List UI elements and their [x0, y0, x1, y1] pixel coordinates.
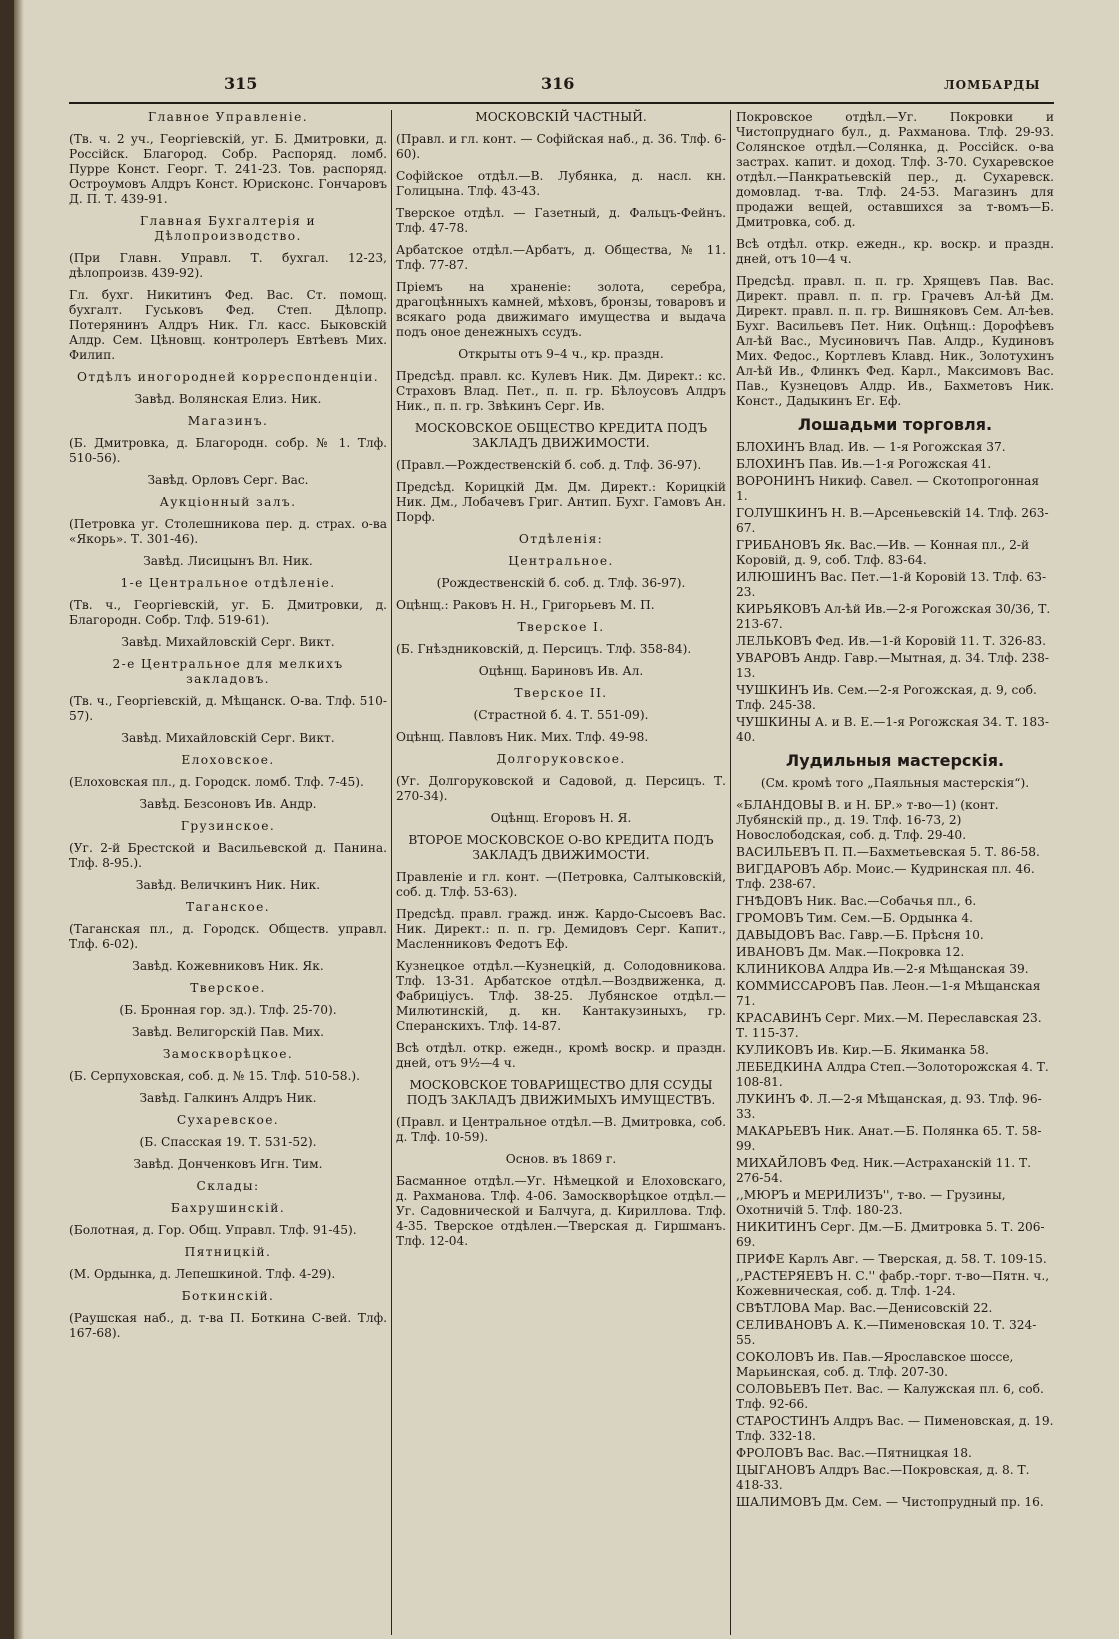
left-column-block: Пятницкій.: [184, 1245, 272, 1259]
middle-column-block: Софійское отдѣл.—В. Лубянка, д. насл. кн. Голицына. Тлф. 43-43.: [396, 169, 726, 198]
column-right-intro: [736, 110, 1054, 409]
middle-column-block: Всѣ отдѣл. откр. ежедн., кромѣ воскр. и праздн. дней, отъ 9½—4 ч.: [396, 1041, 726, 1070]
column-middle: [396, 110, 726, 1256]
tinning-workshops-list: [736, 798, 1054, 1510]
left-column-block: Таганское.: [185, 900, 271, 914]
directory-entry: КЛИНИКОВА Алдра Ив.—2-я Мѣщанская 39.: [736, 962, 1029, 976]
directory-entry: ,,МЮРЪ и МЕРИЛИЗЪ'', т-во. — Грузины, Охотничій 5. Тлф. 180-23.: [736, 1188, 1006, 1217]
middle-column-block: (Правл. и гл. конт. — Софійская наб., д. 36. Тлф. 6-60).: [396, 132, 726, 161]
middle-column-block: МОСКОВСКІЙ ЧАСТНЫЙ.: [475, 110, 647, 124]
column-left: [69, 110, 387, 1348]
left-column-block: (При Главн. Управл. Т. бухгал. 12-23, дѣлопроизв. 439-92).: [69, 251, 387, 280]
cross-reference-note: (См. кромѣ того „Паяльныя мастерскія“).: [760, 776, 1030, 790]
page-number-left: 315: [224, 74, 258, 93]
middle-column-block: (Правл.—Рождественскій б. соб. д. Тлф. 36-97).: [396, 458, 702, 472]
left-column-block: Завѣд. Орловъ Серг. Вас.: [147, 473, 309, 487]
left-column-block: (Б. Спасская 19. Т. 531-52).: [139, 1135, 317, 1149]
middle-column-block: Правленіе и гл. конт. —(Петровка, Салтыковскій, соб. д. Тлф. 53-63).: [396, 870, 726, 899]
directory-entry: ЧУШКИНЫ А. и В. Е.—1-я Рогожская 34. Т. 183-40.: [736, 715, 1050, 744]
directory-entry: МАКАРЬЕВЪ Ник. Анат.—Б. Полянка 65. Т. 58-99.: [736, 1124, 1042, 1153]
directory-entry: ЧУШКИНЪ Ив. Сем.—2-я Рогожская, д. 9, соб. Тлф. 245-38.: [736, 683, 1037, 712]
directory-entry: ЛУКИНЪ Ф. Л.—2-я Мѣщанская, д. 93. Тлф. 96-33.: [736, 1092, 1042, 1121]
middle-column-block: Отдѣленія:: [518, 532, 604, 546]
left-column-block: (М. Ордынка, д. Лепешкиной. Тлф. 4-29).: [69, 1267, 336, 1281]
middle-column-block: Кузнецкое отдѣл.—Кузнецкій, д. Солодовникова. Тлф. 13-31. Арбатское отдѣл.—Воздвиженка, д. Фабриціусъ. Тлф. 38-25. Лубянское отдѣл.—Милютинскій, д. кн. Кантакузиныхъ, гр. Сперанскихъ. Тлф. 14-87.: [396, 959, 726, 1033]
directory-entry: ГРОМОВЪ Тим. Сем.—Б. Ордынка 4.: [736, 911, 974, 925]
directory-entry: УВАРОВЪ Андр. Гавр.—Мытная, д. 34. Тлф. 238-13.: [736, 651, 1049, 680]
middle-column-block: Тверское II.: [514, 686, 608, 700]
left-column-block: Завѣд. Галкинъ Алдръ Ник.: [139, 1091, 317, 1105]
directory-entry: КИРЬЯКОВЪ Ал-ѣй Ив.—2-я Рогожская 30/36, Т. 213-67.: [736, 602, 1051, 631]
section-heading-tinning-workshops: Лудильныя мастерскія.: [785, 751, 1005, 770]
left-column-block: Гл. бухг. Никитинъ Фед. Вас. Ст. помощ. бухгалт. Гуськовъ Фед. Степ. Дѣлопр. Потерянинъ Алдръ Ник. Гл. касс. Быковскій Алдр. Сем. Цѣновщ. контролеръ Евтѣевъ Мих. Филип.: [69, 288, 387, 362]
left-column-block: Завѣд. Велигорскій Пав. Мих.: [131, 1025, 325, 1039]
left-column-block: Бахрушинскій.: [170, 1201, 286, 1215]
left-column-block: Завѣд. Михайловскій Серг. Викт.: [121, 635, 335, 649]
left-column-block: (Тв. ч., Георгіевскій, уг. Б. Дмитровки, д. Благородн. Собр. Тлф. 519-61).: [69, 598, 387, 627]
directory-entry: ШАЛИМОВЪ Дм. Сем. — Чистопрудный пр. 16.: [736, 1495, 1044, 1509]
middle-column-block: (Страстной б. 4. Т. 551-09).: [473, 708, 649, 722]
left-column-block: (Б. Бронная гор. зд.). Тлф. 25-70).: [119, 1003, 337, 1017]
middle-column-block: Тверское I.: [517, 620, 605, 634]
right-column-block: Предсѣд. правл. п. п. гр. Хрящевъ Пав. Вас. Директ. правл. п. п. гр. Грачевъ Ал-ѣй Дм. Директ. правл. п. п. гр. Вишняковъ Сем. Ал-ѣев. Бухг. Васильевъ Пет. Ник. Оцѣнщ.: Дорофѣевъ Ал-ѣй Вас., Мусиновичъ Пав. Алдр., Кудиновъ Мих. Федос., Кортлевъ Клавд. Ник., Золотухинъ Ал-ѣй Ив., Флинкъ Фед. Карл., Максимовъ Вас. Пав., Кузнецовъ Алдр. Ив., Бахметовъ Ник. Конст., Дадыкинъ Ег. Еф.: [736, 274, 1054, 408]
directory-entry: ЛЕЛЬКОВЪ Фед. Ив.—1-й Коровій 11. Т. 326-83.: [736, 634, 1046, 648]
directory-entry: СВѢТЛОВА Мар. Вас.—Денисовскій 22.: [736, 1301, 993, 1315]
left-column-block: Замоскворѣцкое.: [162, 1047, 294, 1061]
middle-column-block: Пріемъ на храненіе: золота, серебра, драгоцѣнныхъ камней, мѣховъ, бронзы, товаровъ и всякаго рода движимаго имущества и выдача подъ оное денежныхъ ссудъ.: [396, 280, 726, 339]
page-number-center: 316: [541, 74, 575, 93]
directory-entry: «БЛАНДОВЫ В. и Н. БР.» т-во—1) (конт. Лубянскій пр., д. 19. Тлф. 16-73, 2) Новослободская, соб. д. Тлф. 29-40.: [736, 798, 999, 842]
left-column-block: 2-е Центральное для мелкихъ закладовъ.: [112, 657, 344, 686]
middle-column-block: Предсѣд. правл. гражд. инж. Кардо-Сысоевъ Вас. Ник. Директ.: п. п. гр. Демидовъ Серг. Капит., Масленниковъ Федотъ Еф.: [396, 907, 726, 951]
directory-entry: ЛЕБЕДКИНА Алдра Степ.—Золоторожская 4. Т. 108-81.: [736, 1060, 1049, 1089]
middle-column-block: Долгоруковское.: [496, 752, 626, 766]
left-column-block: Завѣд. Лисицынъ Вл. Ник.: [143, 554, 313, 568]
left-column-block: Завѣд. Донченковъ Игн. Тим.: [133, 1157, 323, 1171]
middle-column-block: Оцѣнщ. Егоровъ Н. Я.: [490, 811, 632, 825]
left-column-block: Магазинъ.: [187, 414, 269, 428]
middle-column-block: Оцѣнщ.: Раковъ Н. Н., Григорьевъ М. П.: [396, 598, 655, 612]
left-column-block: Аукціонный залъ.: [159, 495, 297, 509]
middle-column-block: Оцѣнщ. Павловъ Ник. Мих. Тлф. 49-98.: [396, 730, 649, 744]
right-column-block: Всѣ отдѣл. откр. ежедн., кр. воскр. и праздн. дней, отъ 10—4 ч.: [736, 237, 1054, 266]
left-column-block: Завѣд. Михайловскій Серг. Викт.: [121, 731, 335, 745]
left-column-block: 1-е Центральное отдѣленіе.: [120, 576, 336, 590]
left-column-block: (Б. Дмитровка, д. Благородн. собр. № 1. Тлф. 510-56).: [69, 436, 387, 465]
horse-trade-list: [736, 440, 1054, 745]
left-column-block: Тверское.: [190, 981, 266, 995]
directory-entry: ИЛЮШИНЪ Вас. Пет.—1-й Коровій 13. Тлф. 63-23.: [736, 570, 1047, 599]
directory-entry: ГОЛУШКИНЪ Н. В.—Арсеньевскій 14. Тлф. 263-67.: [736, 506, 1049, 535]
left-column-block: (Петровка уг. Столешникова пер. д. страх. о-ва «Якорь». Т. 301-46).: [69, 517, 387, 546]
left-column-block: Грузинское.: [180, 819, 276, 833]
header-rule: [69, 102, 1054, 104]
middle-column-block: (Рождественскій б. соб. д. Тлф. 36-97).: [436, 576, 686, 590]
left-column-block: Склады:: [196, 1179, 260, 1193]
middle-column-block: (Правл. и Центральное отдѣл.—В. Дмитровка, соб. д. Тлф. 10-59).: [396, 1115, 726, 1144]
left-column-block: Отдѣлъ иногородней корреспонденціи.: [77, 370, 379, 384]
middle-column-block: Тверское отдѣл. — Газетный, д. Фальцъ-Фейнъ. Тлф. 47-78.: [396, 206, 726, 235]
directory-entry: ЦЫГАНОВЪ Алдръ Вас.—Покровская, д. 8. Т. 418-33.: [736, 1463, 1030, 1492]
directory-entry: ФРОЛОВЪ Вас. Вас.—Пятницкая 18.: [736, 1446, 972, 1460]
middle-column-block: Открыты отъ 9–4 ч., кр. праздн.: [458, 347, 664, 361]
left-column-block: (Елоховская пл., д. Городск. ломб. Тлф. 7-45).: [69, 775, 364, 789]
middle-column-block: МОСКОВСКОЕ ОБЩЕСТВО КРЕДИТА ПОДЪ ЗАКЛАДЪ ДВИЖИМОСТИ.: [414, 421, 708, 450]
directory-entry: ВАСИЛЬЕВЪ П. П.—Бахметьевская 5. Т. 86-58.: [736, 845, 1040, 859]
left-column-block: (Б. Серпуховская, соб. д. № 15. Тлф. 510-58.).: [69, 1069, 361, 1083]
left-column-block: Завѣд. Кожевниковъ Ник. Як.: [132, 959, 324, 973]
middle-column-block: (Б. Гнѣздниковскій, д. Персицъ. Тлф. 358-84).: [396, 642, 692, 656]
left-column-block: (Тв. ч., Георгіевскій, д. Мѣщанск. О-ва. Тлф. 510-57).: [69, 694, 387, 723]
directory-entry: КУЛИКОВЪ Ив. Кир.—Б. Якиманка 58.: [736, 1043, 989, 1057]
left-column-block: (Болотная, д. Гор. Общ. Управл. Тлф. 91-45).: [69, 1223, 357, 1237]
left-column-block: Завѣд. Величкинъ Ник. Ник.: [135, 878, 321, 892]
directory-entry: ,,РАСТЕРЯЕВЪ Н. С.'' фабр.-торг. т-во—Пятн. ч., Кожевническая, соб. д. Тлф. 1-24.: [736, 1269, 1050, 1298]
directory-entry: ВИГДАРОВЪ Абр. Моис.— Кудринская пл. 46. Тлф. 238-67.: [736, 862, 1035, 891]
middle-column-block: Предсѣд. Корицкій Дм. Дм. Директ.: Корицкій Ник. Дм., Лобачевъ Григ. Антип. Бухг. Гамовъ Ан. Порф.: [396, 480, 726, 524]
column-divider: [730, 110, 731, 1635]
middle-column-block: Оцѣнщ. Бариновъ Ив. Ал.: [478, 664, 644, 678]
directory-entry: КОММИССАРОВЪ Пав. Леон.—1-я Мѣщанская 71.: [736, 979, 1041, 1008]
middle-column-block: Основ. въ 1869 г.: [505, 1152, 617, 1166]
directory-entry: ИВАНОВЪ Дм. Мак.—Покровка 12.: [736, 945, 965, 959]
directory-entry: СЕЛИВАНОВЪ А. К.—Пименовская 10. Т. 324-55.: [736, 1318, 1037, 1347]
directory-entry: ПРИФЕ Карлъ Авг. — Тверская, д. 58. Т. 109-15.: [736, 1252, 1047, 1266]
column-divider: [391, 110, 392, 1635]
left-column-block: (Тв. ч. 2 уч., Георгіевскій, уг. Б. Дмитровки, д. Россійск. Благород. Собр. Распоряд. ломб. Пурре Конст. Георг. Т. 241-23. Тов. распоряд. Остроумовъ Алдръ Конст. Юрисконс. Гончаровъ Д. П. Т. 439-91.: [69, 132, 387, 206]
left-column-block: Завѣд. Волянская Елиз. Ник.: [134, 392, 322, 406]
left-column-block: Главная Бухгалтерія и Дѣлопроизводство.: [139, 214, 317, 243]
middle-column-block: (Уг. Долгоруковской и Садовой, д. Персицъ. Т. 270-34).: [396, 774, 726, 803]
directory-entry: БЛОХИНЪ Влад. Ив. — 1-я Рогожская 37.: [736, 440, 1006, 454]
middle-column-block: МОСКОВСКОЕ ТОВАРИЩЕСТВО ДЛЯ ССУДЫ ПОДЪ ЗАКЛАДЪ ДВИЖИМЫХЪ ИМУЩЕСТВЪ.: [406, 1078, 716, 1107]
left-column-block: (Раушская наб., д. т-ва П. Боткина С-вей. Тлф. 167-68).: [69, 1311, 387, 1340]
middle-column-block: Предсѣд. правл. кс. Кулевъ Ник. Дм. Директ.: кс. Страховъ Влад. Пет., п. п. гр. Бѣлоусовъ Алдръ Ник., п. п. гр. Звѣкинъ Серг. Ив.: [396, 369, 726, 413]
directory-entry: МИХАЙЛОВЪ Фед. Ник.—Астраханскій 11. Т. 276-54.: [736, 1156, 1032, 1185]
book-page: [14, 0, 1119, 1639]
directory-entry: НИКИТИНЪ Серг. Дм.—Б. Дмитровка 5. Т. 206-69.: [736, 1220, 1045, 1249]
left-column-block: Сухаревское.: [176, 1113, 280, 1127]
directory-entry: СОКОЛОВЪ Ив. Пав.—Ярославское шоссе, Марьинская, соб. д. Тлф. 207-30.: [736, 1350, 1014, 1379]
directory-entry: ДАВЫДОВЪ Вас. Гавр.—Б. Прѣсня 10.: [736, 928, 984, 942]
left-column-block: Елоховское.: [181, 753, 275, 767]
middle-column-block: Басманное отдѣл.—Уг. Нѣмецкой и Елоховскаго, д. Рахманова. Тлф. 4-06. Замоскворѣцкое отдѣл.—Уг. Садовнической и Балчуга, д. Кириллова. Тлф. 4-35. Тверское отдѣлен.—Тверская д. Гиршманъ. Тлф. 12-04.: [396, 1174, 726, 1248]
directory-entry: СОЛОВЬЕВЪ Пет. Вас. — Калужская пл. 6, соб. Тлф. 92-66.: [736, 1382, 1044, 1411]
left-column-block: (Уг. 2-й Брестской и Васильевской д. Панина. Тлф. 8-95.).: [69, 841, 387, 870]
directory-entry: КРАСАВИНЪ Серг. Мих.—М. Переславская 23. Т. 115-37.: [736, 1011, 1042, 1040]
left-column-block: Завѣд. Безсоновъ Ив. Андр.: [139, 797, 317, 811]
column-right: [736, 110, 1054, 1512]
left-column-block: Боткинскій.: [181, 1289, 275, 1303]
section-heading-horse-trade: Лошадьми торговля.: [797, 415, 993, 434]
running-section-title: ЛОМБАРДЫ: [944, 78, 1041, 92]
middle-column-block: Центральное.: [508, 554, 614, 568]
right-column-block: Покровское отдѣл.—Уг. Покровки и Чистопруднаго бул., д. Рахманова. Тлф. 29-93. Солянское отдѣл.—Солянка, д. Россійск. о-ва застрах. капит. и доход. Тлф. 3-70. Сухаревское отдѣл.—Панкратьевскій пер., д. Сухаревск. домовлад. т-ва. Тлф. 24-53. Магазинъ для продажи вещей, оставшихся за т-вомъ—Б. Дмитровка, соб. д.: [736, 110, 1054, 229]
middle-column-block: Арбатское отдѣл.—Арбатъ, д. Общества, № 11. Тлф. 77-87.: [396, 243, 726, 272]
directory-entry: ГРИБАНОВЪ Як. Вас.—Ив. — Конная пл., 2-й Коровій, д. 9, соб. Тлф. 83-64.: [736, 538, 1030, 567]
left-column-block: Главное Управленіе.: [147, 110, 308, 124]
left-column-block: (Таганская пл., д. Городск. Обществ. управл. Тлф. 6-02).: [69, 922, 387, 951]
directory-entry: ВОРОНИНЪ Никиф. Савел. — Скотопрогонная 1.: [736, 474, 1040, 503]
directory-entry: СТАРОСТИНЪ Алдръ Вас. — Пименовская, д. 19. Тлф. 332-18.: [736, 1414, 1054, 1443]
directory-entry: ГНѢДОВЪ Ник. Вас.—Собачья пл., 6.: [736, 894, 977, 908]
middle-column-block: ВТОРОЕ МОСКОВСКОЕ О-ВО КРЕДИТА ПОДЪ ЗАКЛАДЪ ДВИЖИМОСТИ.: [408, 833, 714, 862]
directory-entry: БЛОХИНЪ Пав. Ив.—1-я Рогожская 41.: [736, 457, 992, 471]
